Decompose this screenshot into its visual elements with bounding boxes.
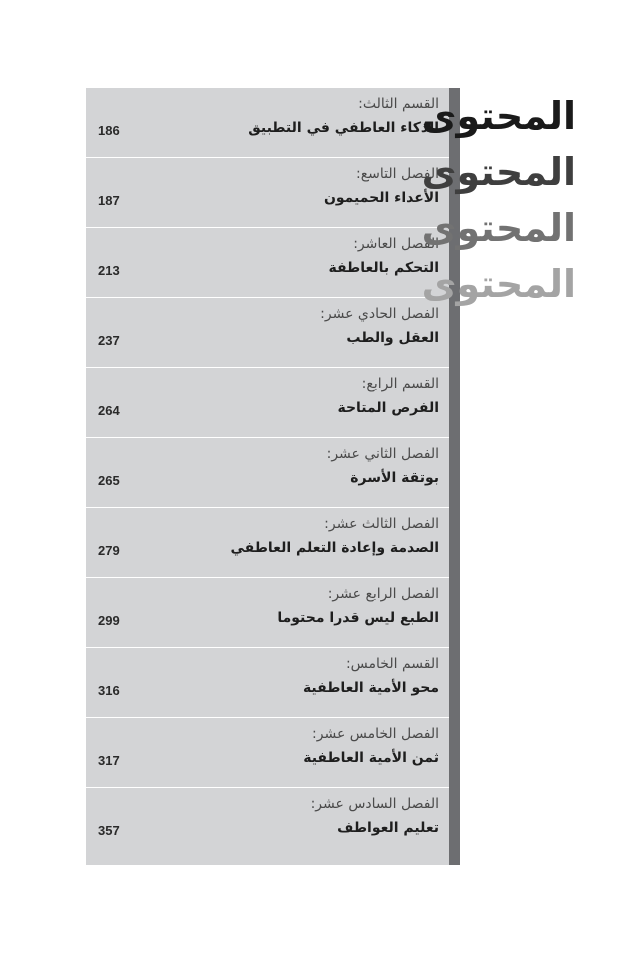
entry-title: بوتقة الأسرة: [350, 470, 439, 486]
toc-entry[interactable]: [86, 368, 449, 438]
toc-entry[interactable]: [86, 228, 449, 298]
entry-page-number: 317: [98, 753, 120, 768]
entry-page-number: 357: [98, 823, 120, 838]
entry-section-label: القسم الرابع:: [361, 376, 439, 392]
table-of-contents: [86, 88, 449, 865]
entry-title: الصدمة وإعادة التعلم العاطفي: [230, 540, 439, 556]
toc-entry[interactable]: [86, 508, 449, 578]
entry-title: ثمن الأمية العاطفية: [303, 750, 439, 766]
entry-title: محو الأمية العاطفية: [302, 680, 439, 696]
entry-section-label: الفصل التاسع:: [356, 166, 439, 182]
entry-page-number: 237: [98, 333, 120, 348]
entry-title: الذكاء العاطفي في التطبيق: [248, 120, 439, 136]
entry-page-number: 265: [98, 473, 120, 488]
toc-entry[interactable]: [86, 648, 449, 718]
entry-page-number: 213: [98, 263, 120, 278]
entry-title: الطبع ليس قدرا محتوما: [277, 610, 439, 626]
entry-section-label: الفصل السادس عشر:: [310, 796, 439, 812]
contents-heading-stack: [421, 88, 576, 312]
entry-page-number: 316: [98, 683, 120, 698]
entry-title: الأعداء الحميمون: [323, 190, 439, 206]
entry-section-label: الفصل الثالث عشر:: [324, 516, 439, 532]
entry-section-label: الفصل الرابع عشر:: [327, 586, 439, 602]
entry-title: العقل والطب: [346, 330, 439, 346]
entry-page-number: 279: [98, 543, 120, 558]
contents-heading-echo: المحتوى: [421, 206, 576, 250]
contents-heading-echo: المحتوى: [421, 150, 576, 194]
entry-page-number: 299: [98, 613, 120, 628]
toc-entry[interactable]: [86, 788, 449, 864]
entry-title: تعليم العواطف: [337, 820, 439, 836]
entry-section-label: الفصل العاشر:: [353, 236, 439, 252]
entry-page-number: 264: [98, 403, 120, 418]
toc-entry[interactable]: [86, 438, 449, 508]
entry-title: الفرص المتاحة: [337, 400, 439, 416]
toc-entry[interactable]: [86, 578, 449, 648]
entry-section-label: الفصل الخامس عشر:: [312, 726, 439, 742]
entry-page-number: 186: [98, 123, 120, 138]
entry-page-number: 187: [98, 193, 120, 208]
entry-section-label: الفصل الحادي عشر:: [320, 306, 439, 322]
contents-heading: المحتوى: [421, 94, 576, 138]
toc-entry[interactable]: [86, 88, 449, 158]
toc-entry[interactable]: [86, 158, 449, 228]
entry-section-label: القسم الخامس:: [345, 656, 439, 672]
toc-entry[interactable]: [86, 298, 449, 368]
contents-heading-echo: المحتوى: [421, 262, 576, 306]
toc-entry[interactable]: [86, 718, 449, 788]
entry-section-label: القسم الثالث:: [358, 96, 439, 112]
entry-title: التحكم بالعاطفة: [328, 260, 439, 276]
entry-section-label: الفصل الثاني عشر:: [326, 446, 439, 462]
